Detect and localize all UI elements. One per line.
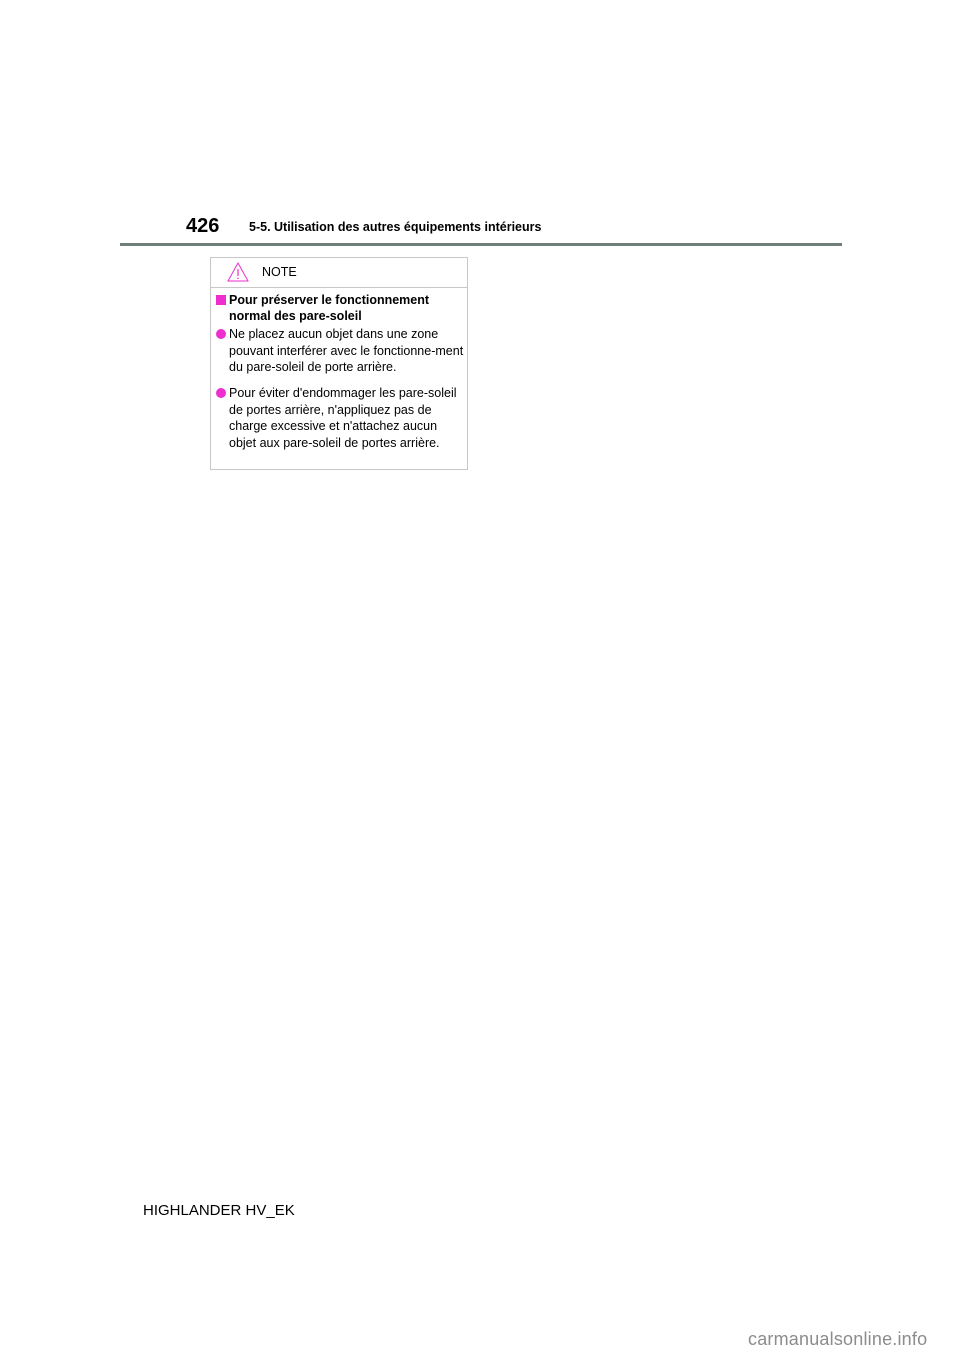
note-header [211,258,467,288]
square-bullet-icon [216,295,226,305]
note-label: NOTE [262,265,297,279]
list-item-text: Ne placez aucun objet dans une zone pouvant interférer avec le fonctionne-ment du pare-soleil de porte arrière. [229,327,464,374]
footer-model-code: HIGHLANDER HV_EK [143,1202,295,1219]
list-item [216,385,464,451]
note-box [210,257,468,470]
list-item [216,326,464,376]
circle-bullet-icon [216,329,226,339]
section-title: 5-5. Utilisation des autres équipements intérieurs [249,220,542,234]
header-divider [120,243,842,246]
circle-bullet-icon [216,388,226,398]
watermark-link[interactable]: carmanualsonline.info [748,1329,928,1349]
note-heading [216,292,461,324]
warning-triangle-icon [227,262,249,282]
note-heading-text: Pour préserver le fonctionnement normal des pare-soleil [229,293,430,323]
list-item-text: Pour éviter d'endommager les pare-soleil de portes arrière, n'appliquez pas de charge excessive et n'attachez aucun objet aux pare-soleil de portes arrière. [229,386,457,450]
page-number: 426 [186,215,220,237]
